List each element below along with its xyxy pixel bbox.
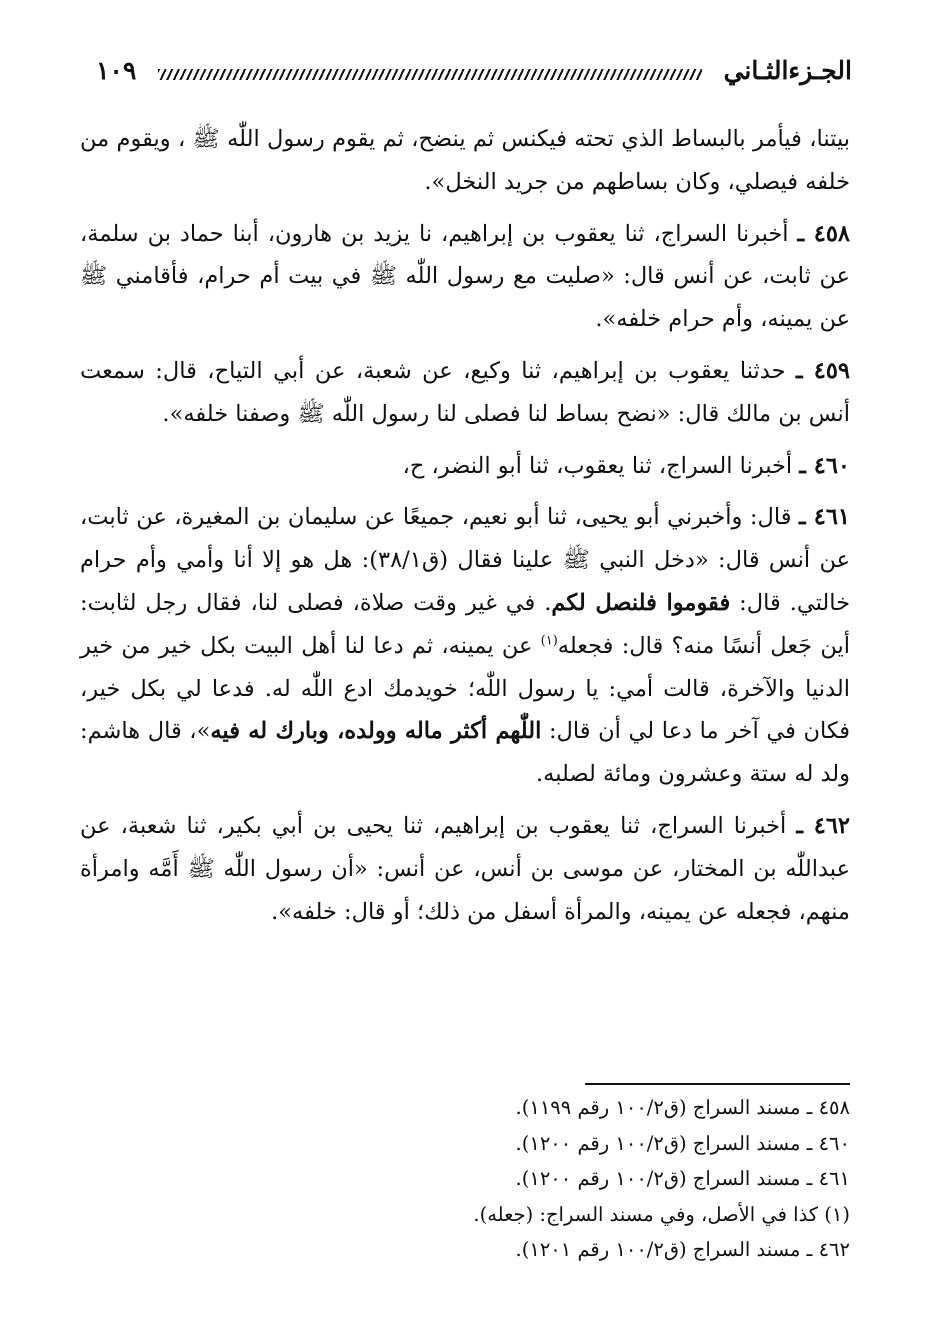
footnote-line: ٤٦٢ ـ مسند السراج (ق١٠٠/٢ رقم ١٢٠١).	[515, 1238, 850, 1261]
prophetic-saying-bold: اللّٰهم أكثر ماله وولده، وبارك له فيه	[210, 718, 542, 745]
prophetic-saying-bold: فقوموا فلنصل لكم	[551, 589, 731, 616]
footnote-line: (١) كذا في الأصل، وفي مسند السراج: (جعله).	[473, 1202, 850, 1226]
footnote-line: ٤٦٠ ـ مسند السراج (ق١٠٠/٢ رقم ١٢٠٠).	[515, 1131, 850, 1155]
hadith-number: ٤٥٩ ـ	[795, 357, 850, 384]
page-header	[96, 48, 852, 92]
main-text	[80, 118, 850, 942]
hadith-460	[80, 445, 850, 488]
hadith-number: ٤٦١ ـ	[798, 504, 850, 531]
running-title: الجـزءالثـاني	[723, 55, 852, 85]
hadith-number: ٤٦٢ ـ	[796, 812, 850, 839]
footnote-marker: (١)	[540, 633, 558, 649]
hadith-text: أخبرنا السراج، ثنا يعقوب بن إبراهيم، نا يزيد بن هارون، أبنا حماد بن سلمة، عن ثابت، عن أنس قال: «صليت مع رسول اللّٰه ﷺ في بيت أم حرام، فأقامني ﷺ عن يمينه، وأم حرام خلفه».	[80, 220, 850, 333]
paragraph-continuation	[80, 118, 850, 204]
hadith-text: حدثنا يعقوب بن إبراهيم، ثنا وكيع، عن شعبة، عن أبي التياح، قال: سمعت أنس بن مالك قال: «نضح بساط لنا فصلى لنا رسول اللّٰه ﷺ وصفنا خلفه».	[80, 357, 850, 427]
hadith-461	[80, 496, 850, 796]
footnote-line: ٤٥٨ ـ مسند السراج (ق١٠٠/٢ رقم ١١٩٩).	[515, 1096, 850, 1119]
hadith-462	[80, 805, 850, 933]
hadith-number: ٤٥٨ ـ	[797, 220, 850, 247]
hadith-text: عن يمينه، ثم دعا لنا أهل البيت بكل خير من خير الدنيا والآخرة، قالت أمي: يا رسول اللّٰه؛ خويدمك ادع اللّٰه له. فدعا لي بكل خير، فكان في آخر ما دعا لي أن قال:	[80, 632, 851, 745]
hadith-text: أخبرنا السراج، ثنا يعقوب، ثنا أبو النضر، ح،	[402, 452, 800, 479]
footnote-divider	[585, 1083, 850, 1085]
hadith-text: قال: وأخبرني أبو يحيى، ثنا أبو نعيم، جميعًا عن سليمان بن المغيرة، عن ثابت، عن أنس قال: «دخل النبي ﷺ علينا فقال (ق٣٨/١): هل هو إلا أنا وأمي وأم حرام خالتي. قال:	[80, 504, 850, 616]
hadith-text: »، قال هاشم: ولد له ستة وعشرون ومائة لصلبه.	[80, 718, 850, 788]
paragraph-text: بيتنا، فيأمر بالبساط الذي تحته فيكنس ثم ينضح، ثم يقوم رسول اللّٰه ﷺ ، ويقوم من خلفه فيصلي، وكان بساطهم من جريد النخل».	[80, 126, 850, 195]
hadith-text: . في غير وقت صلاة، فصلى لنا، فقال رجل لثابت: أين جَعل أنسًا منه؟ قال: فجعله	[80, 589, 850, 659]
decorative-hatched-rule	[158, 69, 701, 80]
hadith-458	[80, 213, 850, 341]
hadith-459	[80, 350, 850, 436]
page-number: ١٠٩	[96, 55, 137, 85]
hadith-text: أخبرنا السراج، ثنا يعقوب بن إبراهيم، ثنا يحيى بن أبي بكير، ثنا شعبة، عن عبداللّٰه بن المختار، عن موسى بن أنس، عن أنس: «أن رسول اللّٰه ﷺ أَمَّه وامرأة منهم، فجعله عن يمينه، والمرأة أسفل من ذلك؛ أو قال: خلفه».	[80, 812, 850, 925]
footnotes	[80, 1090, 850, 1268]
hadith-number: ٤٦٠ ـ	[799, 452, 850, 479]
footnote-line: ٤٦١ ـ مسند السراج (ق١٠٠/٢ رقم ١٢٠٠).	[515, 1167, 850, 1190]
